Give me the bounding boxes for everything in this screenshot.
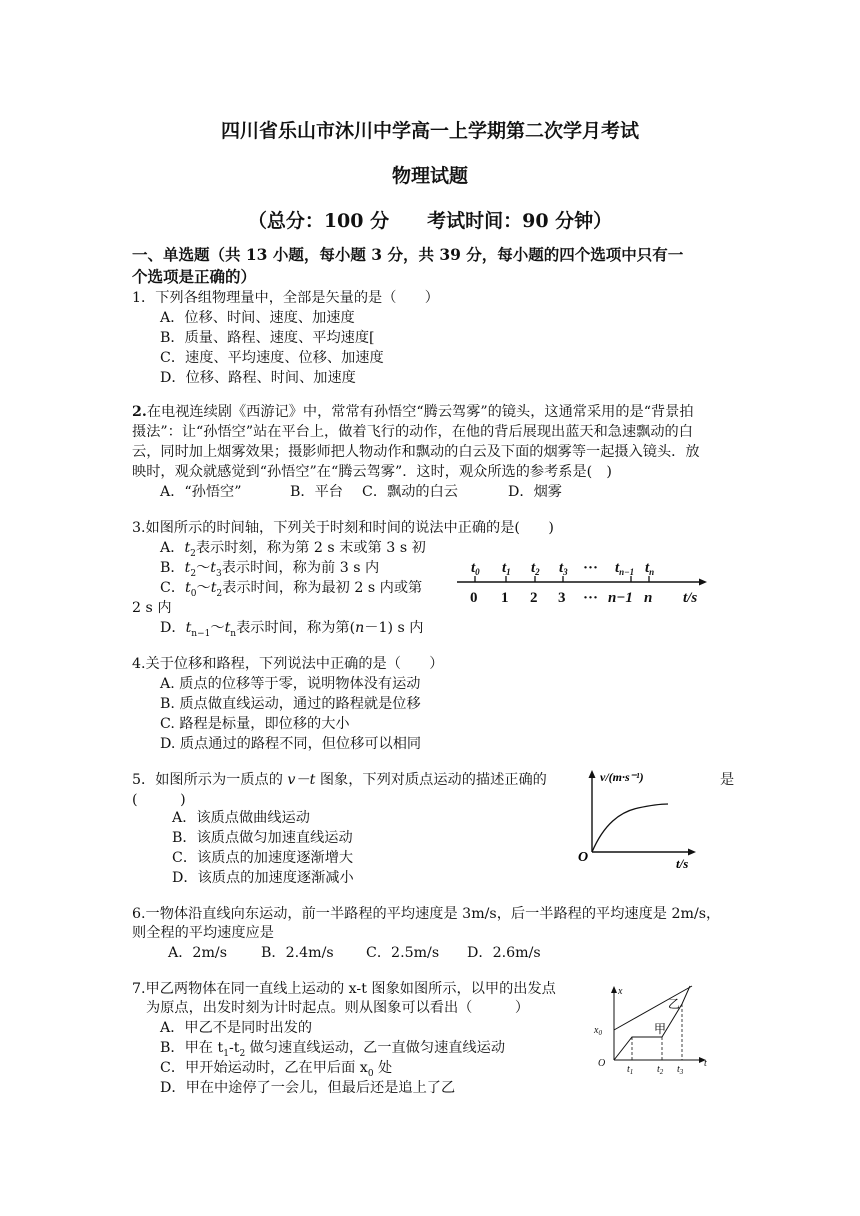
q3-option-b [160, 557, 379, 579]
q7-b-sub2: 2 [239, 1048, 246, 1059]
q3-d-end: －1) s 内 [364, 620, 424, 636]
q7-b-sub1: 1 [223, 1048, 229, 1059]
xt-x0-label: $x_0$ [594, 1025, 602, 1037]
q5-option-a: A．该质点做曲线运动 [172, 810, 310, 826]
q3-c-var2: t [210, 580, 217, 596]
q5-stem-end: 是 [720, 772, 735, 788]
q5-stem-pre: 5．如图所示为一质点的 [132, 772, 288, 788]
top-label-t2: $t_2$ [531, 560, 540, 577]
q2-line4: 映时，观众就感觉到“孙悟空”在“腾云驾雾”．这时，观众所选的参考系是( ) [132, 464, 612, 480]
q7-c-pre: C．甲开始运动时，乙在甲后面 x [160, 1060, 368, 1076]
q3-option-a [160, 537, 426, 559]
q3-d-label: D． [160, 620, 186, 636]
q5-stem-line2: ( ) [132, 792, 186, 808]
q5-stem-var: v－t [287, 772, 316, 788]
xt-ylabel: x [618, 986, 623, 997]
q3-option-d [160, 617, 424, 639]
q6-option-d: D．2.6m/s [467, 945, 541, 961]
vt-curve [592, 804, 668, 852]
q3-d-sub1: n−1 [191, 628, 211, 639]
vt-origin: O [578, 850, 589, 865]
q2-option-b: B．平台 [290, 484, 343, 500]
q3-c-label: C． [160, 580, 186, 596]
q7-option-b [160, 1037, 505, 1059]
q2-line3: 云，同时加上烟雾效果；摄影师把人物动作和飘动的白云及下面的烟雾等一起摄入镜头．放 [132, 444, 700, 460]
q4-stem: 4.关于位移和路程，下列说法中正确的是（ ） [132, 656, 444, 672]
q7-c-rest: 处 [373, 1060, 393, 1076]
q3-b-text: 表示时间，称为前 3 s 内 [221, 560, 380, 576]
q3-a-sub: 2 [190, 548, 196, 559]
q3-option-c-cont: 2 s 内 [132, 600, 172, 616]
q3-d-var2: t [224, 620, 231, 636]
q7-b-pre: B．甲在 t [160, 1040, 224, 1056]
q6-option-c: C．2.5m/s [366, 945, 440, 961]
top-label-dots: ··· [583, 560, 599, 576]
q5-option-d: D．该质点的加速度逐渐减小 [172, 870, 354, 886]
q7-b-mid: -t [228, 1040, 240, 1056]
q5-stem-post: 图象，下列对质点运动的描述正确的 [315, 772, 547, 788]
bottom-label-1: 1 [501, 590, 509, 606]
vt-graph [572, 762, 702, 872]
q3-c-sub1: 0 [190, 588, 197, 599]
bottom-label-n: n [644, 590, 653, 606]
q3-b-label: B． [160, 560, 185, 576]
xt-t2-label: $t_2$ [657, 1064, 664, 1076]
q4-option-b: B. 质点做直线运动，通过的路程就是位移 [160, 696, 421, 712]
q3-c-var1: t [185, 580, 191, 596]
q3-stem: 3.如图所示的时间轴，下列关于时刻和时间的说法中正确的是( ) [132, 520, 554, 536]
q5-stem [132, 769, 547, 789]
q4-option-d: D. 质点通过的路程不同，但位移可以相同 [160, 736, 422, 752]
q3-b-tilde: ～ [196, 560, 211, 576]
q2-line2: 摄法”：让“孙悟空”站在平台上，做着飞行的动作，在他的背后展现出蓝天和急速飘动的白 [132, 424, 693, 440]
q2-option-d: D．烟雾 [508, 484, 562, 500]
q3-d-text: 表示时间，称为第( [236, 620, 356, 636]
top-label-t3: $t_3$ [559, 560, 568, 577]
q7-b-rest: 做匀速直线运动，乙一直做匀速直线运动 [245, 1040, 506, 1056]
q1-stem: 1．下列各组物理量中，全部是矢量的是（ ） [132, 290, 439, 306]
exam-meta: （总分：100 分 考试时间：90 分钟） [247, 210, 613, 232]
q3-c-sub2: 2 [216, 588, 223, 599]
vt-y-arrow [589, 770, 596, 778]
q3-a-text: 表示时刻，称为第 2 s 末或第 3 s 初 [195, 540, 426, 556]
q3-d-n: n [355, 620, 365, 636]
q2-line1-text: 在电视连续剧《西游记》中，常常有孙悟空“腾云驾雾”的镜头，这通常采用的是“背景拍 [146, 404, 694, 420]
q1-option-b: B．质量、路程、速度、平均速度[ [160, 330, 375, 346]
vt-x-arrow [688, 849, 696, 856]
xt-y-arrow [611, 986, 617, 993]
q1-option-d: D．位移、路程、时间、加速度 [160, 370, 356, 386]
q7-option-d: D．甲在中途停了一会儿，但最后还是追上了乙 [160, 1080, 456, 1096]
q7-option-c [160, 1057, 392, 1079]
bottom-label-dots: ··· [583, 590, 599, 606]
axis-label-ts: t/s [683, 590, 698, 606]
xt-yi-line [614, 986, 692, 1030]
q5-option-b: B．该质点做匀加速直线运动 [172, 830, 353, 846]
vt-ylabel: v/(m·s⁻¹) [600, 770, 644, 784]
q7-option-a: A．甲乙不是同时出发的 [160, 1020, 313, 1036]
exam-title: 四川省乐山市沐川中学高一上学期第二次学月考试 [220, 120, 639, 142]
bottom-label-0: 0 [470, 590, 478, 606]
q3-b-sub2: 3 [215, 568, 222, 579]
q1-option-c: C．速度、平均速度、位移、加速度 [160, 350, 384, 366]
top-label-t0: $t_0$ [471, 560, 480, 577]
xt-xlabel: t [704, 1058, 707, 1069]
vt-xlabel: t/s [676, 856, 689, 871]
q7-line1: 7.甲乙两物体在同一直线上运动的 x-t 图象如图所示，以甲的出发点 [132, 981, 556, 997]
xt-yi-label: 乙 [668, 997, 681, 1011]
q5-option-c: C．该质点的加速度逐渐增大 [172, 850, 354, 866]
q2-option-c: C．飘动的白云 [362, 484, 458, 500]
q6-line1: 6.一物体沿直线向东运动，前一半路程的平均速度是 3m/s，后一半路程的平均速度是 2m/s， [132, 906, 721, 922]
q4-option-a: A. 质点的位移等于零，说明物体没有运动 [160, 676, 421, 692]
q3-d-sub2: n [230, 628, 237, 639]
q3-a-label: A． [160, 540, 185, 556]
top-label-t1: $t_1$ [502, 560, 511, 577]
q3-c-tilde: ～ [196, 580, 211, 596]
section-heading-line2: 个选项是正确的） [132, 267, 257, 286]
q7-line2: 为原点，出发时刻为计时起点。则从图象可以看出（ ） [146, 1000, 530, 1016]
q4-option-c: C. 路程是标量，即位移的大小 [160, 716, 350, 732]
q6-line2: 则全程的平均速度应是 [132, 925, 274, 941]
q2-option-a: A．“孙悟空” [160, 484, 242, 500]
q3-b-sub1: 2 [190, 568, 197, 579]
section-heading-line1: 一、单选题（共 13 小题，每小题 3 分，共 39 分，每小题的四个选项中只有一 [132, 245, 684, 264]
xt-graph [588, 982, 718, 1077]
q2-number: 2. [132, 404, 147, 420]
bottom-label-2: 2 [530, 590, 538, 606]
q6-option-b: B．2.4m/s [261, 945, 334, 961]
top-label-tn-1: $t_{n-1}$ [615, 560, 635, 577]
top-label-tn: $t_n$ [645, 560, 655, 577]
xt-t1-label: $t_1$ [627, 1064, 634, 1076]
xt-t3-label: $t_3$ [677, 1064, 684, 1076]
xt-jia-label: 甲 [654, 1022, 667, 1036]
bottom-label-3: 3 [558, 590, 566, 606]
timeline-figure [455, 555, 710, 610]
q3-b-var1: t [184, 560, 191, 576]
q3-b-var2: t [210, 560, 216, 576]
xt-origin: O [598, 1058, 606, 1069]
q6-option-a: A．2m/s [168, 945, 227, 961]
q3-option-c [160, 577, 422, 599]
exam-subtitle: 物理试题 [391, 165, 468, 187]
q3-c-text: 表示时间，称为最初 2 s 内或第 [222, 580, 423, 596]
q3-d-var1: t [185, 620, 192, 636]
timeline-arrow [699, 579, 707, 586]
q1-option-a: A．位移、时间、速度、加速度 [160, 310, 355, 326]
q3-d-tilde: ～ [210, 620, 225, 636]
bottom-label-n-1: n−1 [608, 590, 633, 606]
q2-line1 [132, 401, 694, 421]
q3-a-var: t [184, 540, 191, 556]
q7-c-sub: 0 [367, 1068, 374, 1079]
